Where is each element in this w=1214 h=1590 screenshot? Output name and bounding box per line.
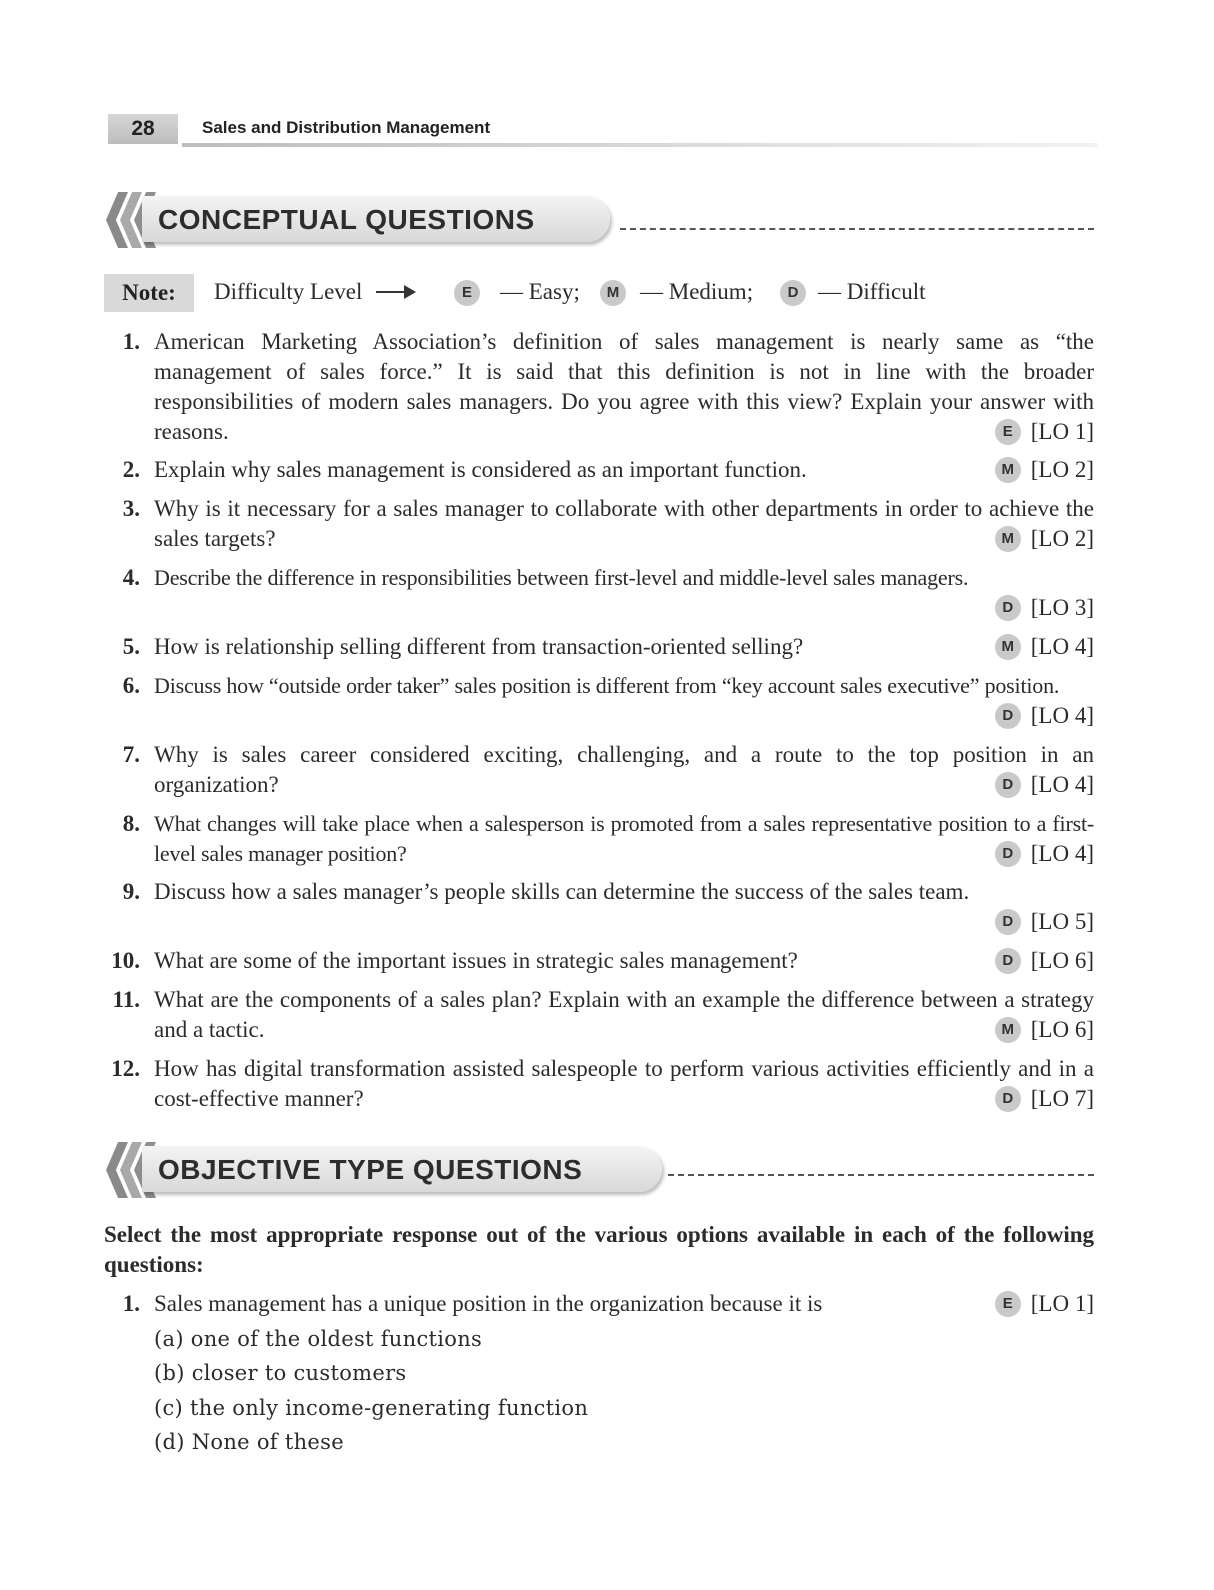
lo-label: [LO 7] [1030,1086,1094,1111]
question-text: Sales management has a unique position in the organization because it is [154,1291,823,1316]
level-badge: D [995,909,1021,935]
question-item [104,455,1094,485]
question-text: What are the components of a sales plan? Explain with an example the difference between a strategy and a tactic. [154,987,1094,1042]
arrow-right-icon [376,291,412,293]
question-number: 9. [122,879,140,904]
question-number: 1. [122,1291,140,1316]
lo-tag [995,417,1094,447]
question-item [104,494,1094,554]
section-dash-rule [668,1174,1094,1176]
running-header [108,114,1098,146]
question-text: How has digital transformation assisted salespeople to perform various activities efficiently and in a cost-effective manner? [154,1056,1094,1111]
level-badge: D [995,772,1021,798]
lo-tag [995,946,1094,976]
easy-badge: E [454,280,480,306]
question-item [104,327,1094,447]
lo-label: [LO 1] [1030,419,1094,444]
section-dash-rule [620,228,1094,230]
question-text: American Marketing Association’s definition of sales management is nearly same as “the management of sales force.” It is said that this definition is not in line with the broader responsibilities of modern sales managers. Do you agree with this view? Explain your answer with reasons. [154,329,1094,444]
question-item [104,632,1094,662]
level-badge: E [995,419,1021,445]
question-number: 12. [111,1056,140,1081]
question-item [104,740,1094,800]
medium-text: — Medium; [640,279,754,304]
section-title: CONCEPTUAL QUESTIONS [158,204,535,235]
question-number: 7. [122,742,140,767]
page-number: 28 [108,114,178,144]
question-text: Why is sales career considered exciting, challenging, and a route to the top position in an organization? [154,742,1094,797]
lo-tag [995,907,1094,937]
level-badge: D [995,703,1021,729]
question-number: 10. [111,948,140,973]
level-badge: M [995,1017,1021,1043]
lo-tag [995,1084,1094,1114]
option-item: (d) None of these [154,1430,344,1454]
section-banner-conceptual [106,192,1096,248]
question-text: What are some of the important issues in strategic sales management? [154,948,798,973]
lo-tag [995,1289,1094,1319]
lo-label: [LO 1] [1030,1291,1094,1316]
question-number: 5. [122,634,140,659]
level-badge: D [995,948,1021,974]
book-title: Sales and Distribution Management [202,118,491,137]
level-badge: M [995,634,1021,660]
question-text: Explain why sales management is considered as an important function. [154,457,807,482]
question-number: 3. [122,496,140,521]
difficult-text: — Difficult [818,279,926,304]
medium-badge: M [600,280,626,306]
lo-label: [LO 2] [1030,457,1094,482]
option-item: (a) one of the oldest functions [154,1327,483,1351]
question-number: 6. [122,673,140,698]
objective-question [104,1289,1094,1319]
level-badge: D [995,841,1021,867]
question-number: 1. [122,329,140,354]
lo-tag [995,701,1094,731]
lo-label: [LO 4] [1030,772,1094,797]
lo-label: [LO 3] [1030,595,1094,620]
question-item [104,985,1094,1045]
lo-label: [LO 6] [1030,1017,1094,1042]
lo-label: [LO 5] [1030,909,1094,934]
lo-tag [995,770,1094,800]
question-text: Describe the difference in responsibilities between first-level and middle-level sales managers. [154,565,969,590]
lo-label: [LO 2] [1030,526,1094,551]
lo-tag [995,593,1094,623]
header-rule [182,143,1098,147]
easy-text: — Easy; [500,279,580,304]
section-title-box [142,196,610,242]
question-number: 2. [122,457,140,482]
question-item [104,877,1094,937]
lo-label: [LO 4] [1030,634,1094,659]
question-text: What changes will take place when a salesperson is promoted from a sales representative position to a first-level sales manager position? [154,811,1094,866]
difficulty-note [104,274,1094,314]
section-title: OBJECTIVE TYPE QUESTIONS [158,1154,583,1185]
level-badge: E [995,1291,1021,1317]
question-number: 11. [112,987,140,1012]
instruction-text: Select the most appropriate response out of the various options available in each of the following questions: [104,1222,1094,1277]
note-label: Note: [104,274,194,312]
lo-tag [995,1015,1094,1045]
question-text: Discuss how a sales manager’s people skills can determine the success of the sales team. [154,879,970,904]
option-item: (c) the only income-generating function [154,1396,589,1420]
question-item [104,809,1094,869]
question-item [104,1054,1094,1114]
question-item [104,946,1094,976]
question-text: How is relationship selling different from transaction-oriented selling? [154,634,804,659]
lo-label: [LO 6] [1030,948,1094,973]
section-banner-objective [106,1142,1096,1198]
lo-label: [LO 4] [1030,703,1094,728]
lo-tag [995,455,1094,485]
lo-label: [LO 4] [1030,841,1094,866]
question-text: Why is it necessary for a sales manager to collaborate with other departments in order to achieve the sales targets? [154,496,1094,551]
level-badge: D [995,595,1021,621]
difficult-badge: D [780,280,806,306]
option-item: (b) closer to customers [154,1361,407,1385]
question-number: 4. [122,565,140,590]
question-item [104,671,1094,731]
question-number: 8. [122,811,140,836]
level-badge: D [995,1086,1021,1112]
section-title-box [142,1146,662,1192]
level-badge: M [995,457,1021,483]
question-text: Discuss how “outside order taker” sales position is different from “key account sales executive” position. [154,673,1060,698]
lo-tag [995,839,1094,869]
lo-tag [995,524,1094,554]
question-item [104,563,1094,623]
level-badge: M [995,526,1021,552]
difficulty-text: Difficulty Level [214,279,363,304]
lo-tag [995,632,1094,662]
